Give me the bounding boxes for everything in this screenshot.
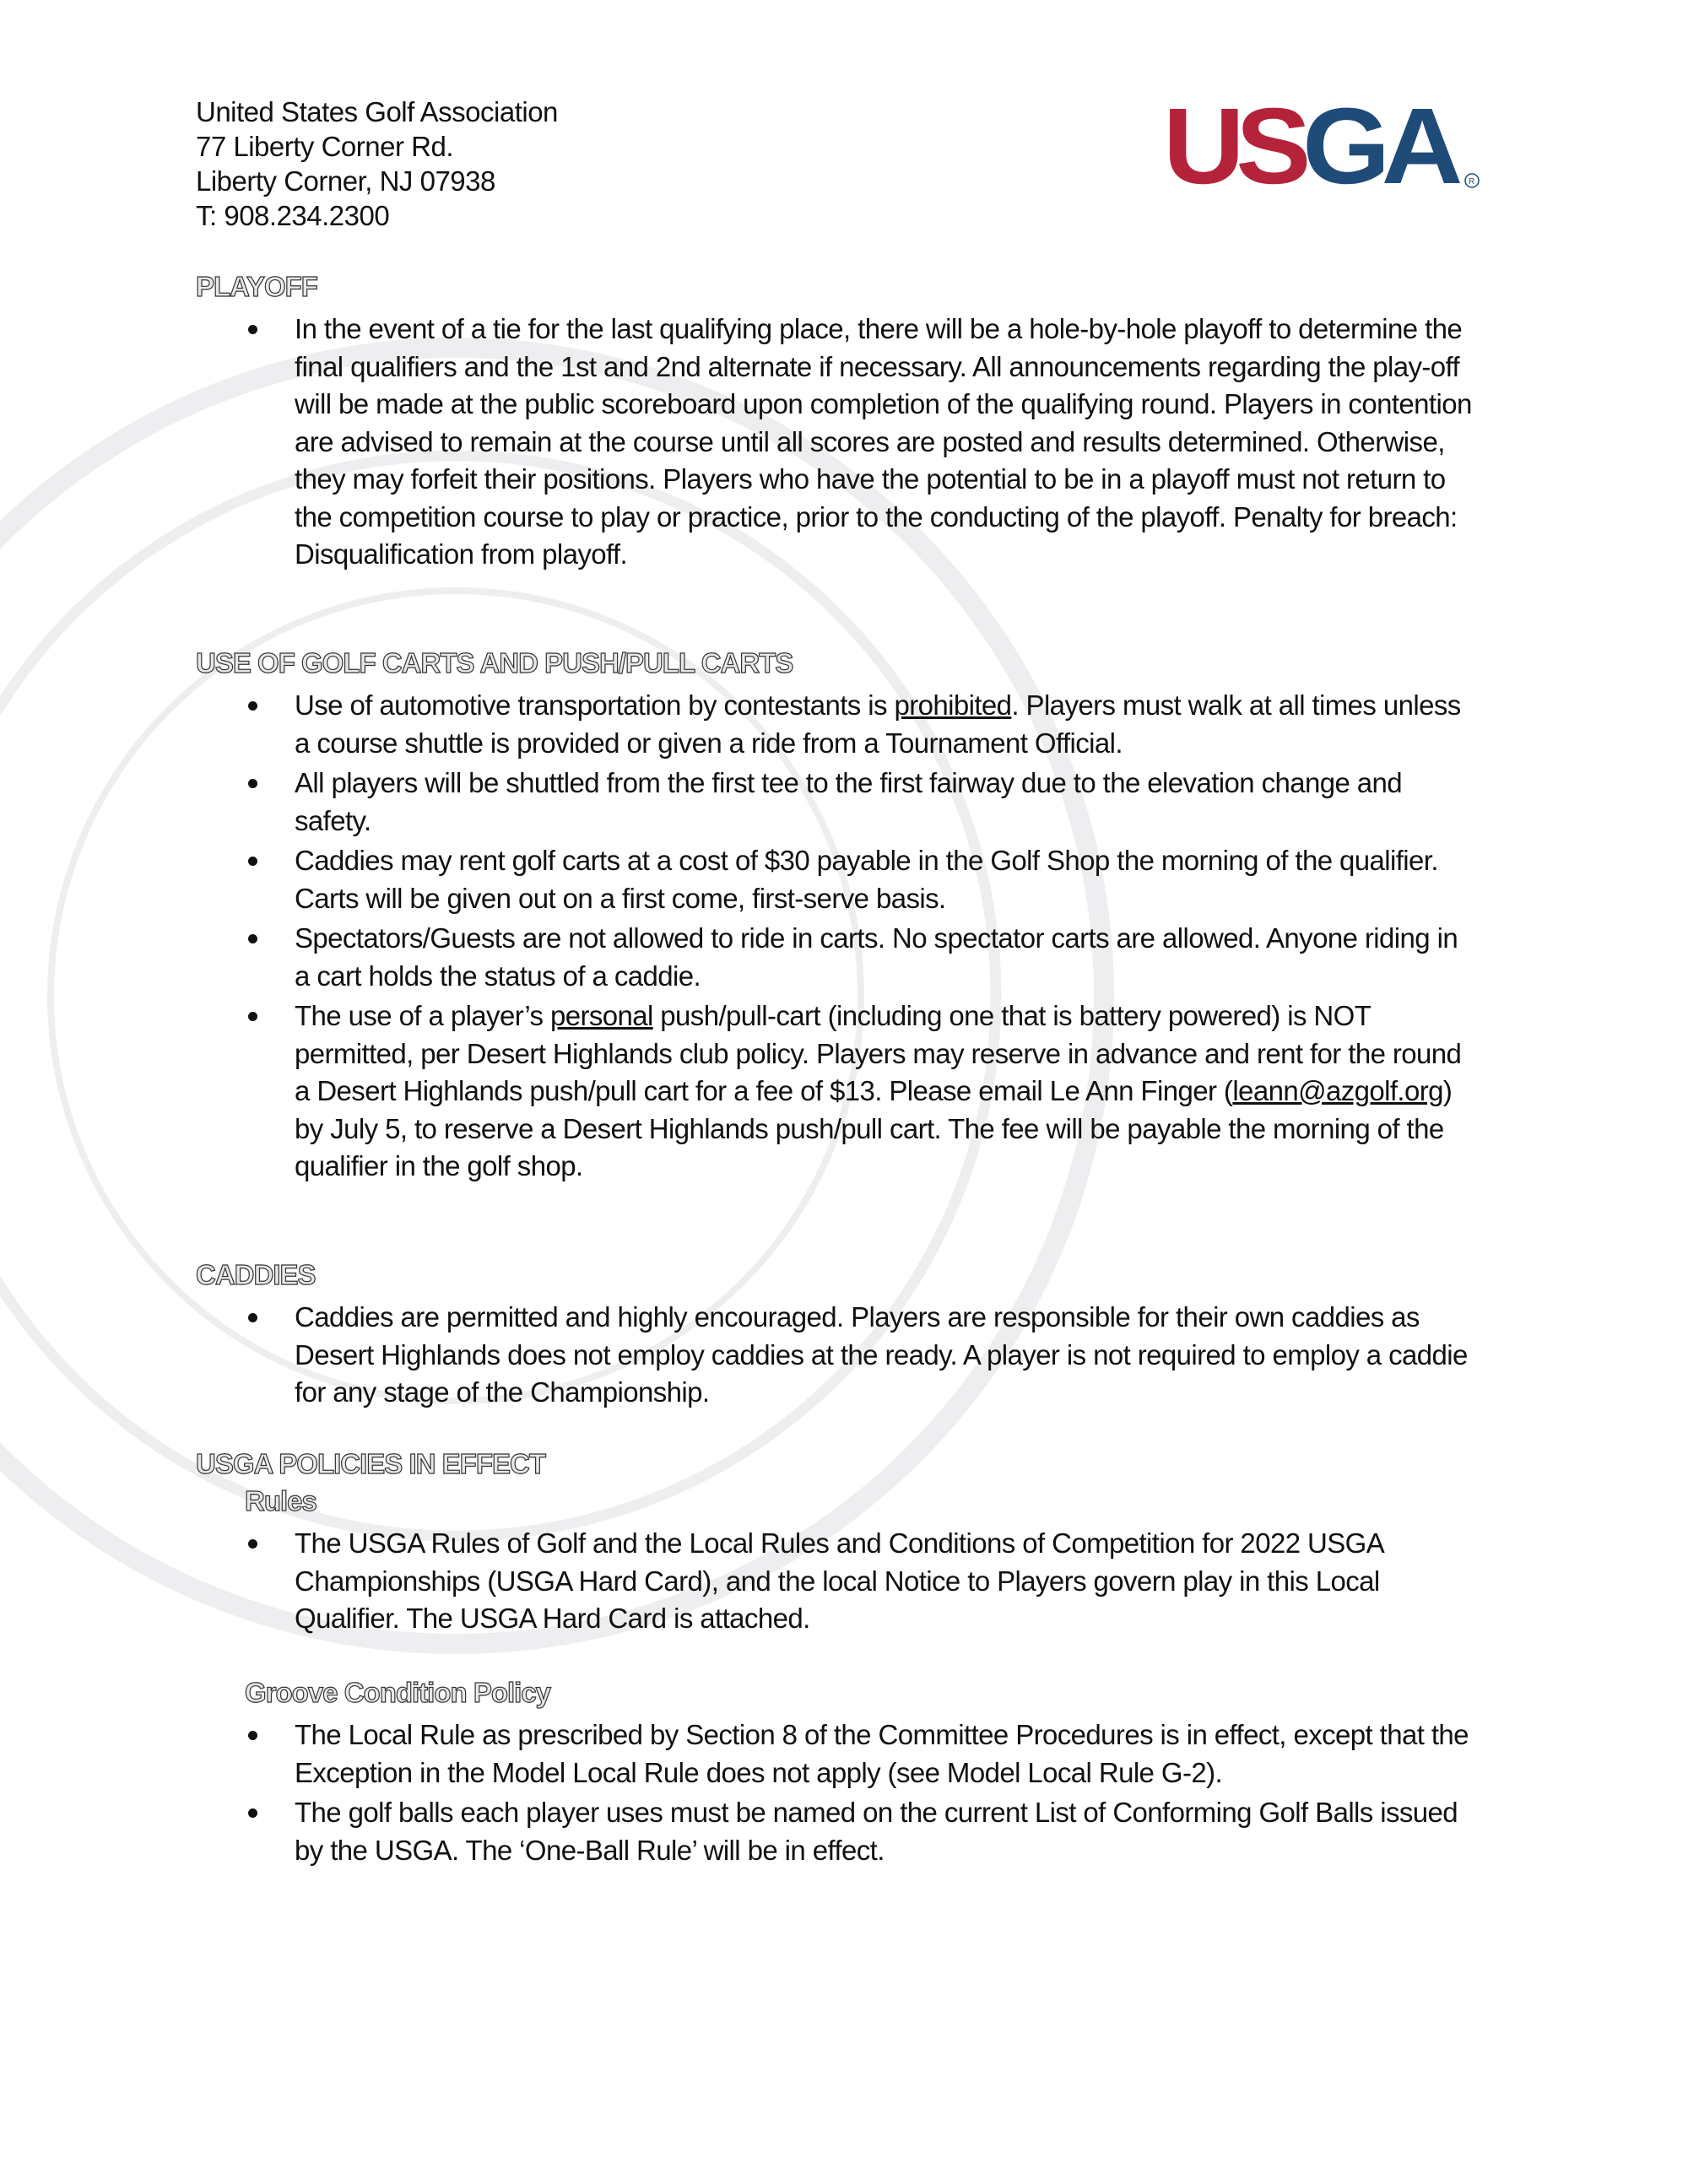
bullet-icon — [248, 701, 257, 711]
bullet-list — [196, 1716, 1479, 1869]
bullet-text: ) by July 5, to reserve a Desert Highlands push/pull cart. The fee will be payable the morning of the qualifier in the golf shop. — [295, 1075, 1453, 1181]
bullet-icon — [248, 1539, 257, 1549]
bullet-list — [196, 311, 1479, 574]
bullet-text: push/pull-cart (including one that is battery powered) is NOT permitted, per Desert Highlands club policy. Players may reserve in advance and rent for the round a Desert Highlands push/pull cart for a fee of $13. Please email Le Ann Finger ( — [295, 1000, 1462, 1106]
bullet-icon — [248, 1012, 257, 1021]
bullet-text: Use of automotive transportation by contestants is — [295, 689, 895, 721]
bullet-text: The golf balls each player uses must be named on the current List of Conforming Golf Balls issued by the USGA. The ‘One-Ball Rule’ will be in effect. — [295, 1797, 1458, 1866]
bullet-list — [196, 1525, 1479, 1638]
list-item — [196, 1299, 1479, 1412]
bullet-text: . Players must walk at all times unless a course shuttle is provided or given a ride from a Tournament Official. — [295, 689, 1461, 759]
section-playoff — [196, 268, 1479, 576]
list-item — [196, 311, 1479, 574]
svg-text:USGA: USGA — [1163, 95, 1448, 196]
bullet-icon — [248, 857, 257, 866]
bullet-text: Spectators/Guests are not allowed to ride in carts. No spectator carts are allowed. Anyone riding in a cart holds the status of a caddie. — [295, 922, 1458, 992]
underlined-text: personal — [549, 1000, 653, 1031]
bullet-list — [196, 1299, 1479, 1412]
list-item — [196, 687, 1479, 762]
bullet-text: Caddies are permitted and highly encouraged. Players are responsible for their own caddies as Desert Highlands does not employ caddies at the ready. A player is not required to employ a caddie for any stage of the Championship. — [295, 1301, 1468, 1408]
address-block — [196, 95, 558, 233]
section-heading: CADDIES — [196, 1259, 316, 1290]
section-subheading: Rules — [245, 1485, 316, 1516]
section-groove — [196, 1674, 1479, 1872]
street-address: 77 Liberty Corner Rd. — [196, 131, 453, 162]
section-heading: USGA POLICIES IN EFFECT — [196, 1448, 545, 1479]
bullet-icon — [248, 1808, 257, 1818]
bullet-icon — [248, 1731, 257, 1740]
section-policies — [196, 1446, 1479, 1641]
bullet-list — [196, 687, 1479, 1186]
bullet-icon — [248, 934, 257, 943]
list-item — [196, 1716, 1479, 1792]
organization-name: United States Golf Association — [196, 96, 558, 127]
underlined-text: prohibited — [894, 689, 1012, 721]
email-link[interactable]: leann@azgolf.org — [1232, 1075, 1443, 1106]
bullet-text: Caddies may rent golf carts at a cost of $30 payable in the Golf Shop the morning of the qualifier. Carts will be given out on a first come, first-serve basis. — [295, 845, 1438, 914]
city-state-zip: Liberty Corner, NJ 07938 — [196, 165, 495, 197]
section-carts — [196, 645, 1479, 1188]
list-item — [196, 765, 1479, 840]
usga-logo — [1163, 95, 1484, 196]
section-heading: PLAYOFF — [196, 271, 317, 302]
svg-text:R: R — [1469, 177, 1475, 187]
section-heading: USE OF GOLF CARTS AND PUSH/PULL CARTS — [196, 647, 793, 678]
bullet-icon — [248, 325, 257, 334]
list-item — [196, 1525, 1479, 1638]
list-item — [196, 997, 1479, 1186]
bullet-icon — [248, 1313, 257, 1322]
list-item — [196, 920, 1479, 995]
bullet-text: The use of a player’s — [295, 1000, 550, 1031]
phone-number: T: 908.234.2300 — [196, 200, 390, 231]
bullet-text: In the event of a tie for the last qualifying place, there will be a hole-by-hole playoff to determine the final qualifiers and the 1st and 2nd alternate if necessary. All announcements regarding the play-off will be made at the public scoreboard upon completion of the qualifying round. Players in contention are advised to remain at the course until all scores are posted and results determined. Otherwise, they may forfeit their positions. Players who have the potential to be in a playoff must not return to the competition course to play or practice, prior to the conducting of the playoff. Penalty for breach: Disqualification from playoff. — [295, 313, 1472, 570]
section-caddies — [196, 1257, 1479, 1414]
list-item — [196, 1794, 1479, 1869]
bullet-text: The USGA Rules of Golf and the Local Rules and Conditions of Competition for 2022 USGA Championships (USGA Hard Card), and the local Notice to Players govern play in this Local Qualifier. The USGA Hard Card is attached. — [295, 1527, 1383, 1634]
section-subheading: Groove Condition Policy — [245, 1677, 551, 1708]
list-item — [196, 842, 1479, 917]
bullet-icon — [248, 779, 257, 788]
bullet-text: The Local Rule as prescribed by Section 8 of the Committee Procedures is in effect, except that the Exception in the Model Local Rule does not apply (see Model Local Rule G-2). — [295, 1719, 1469, 1788]
bullet-text: All players will be shuttled from the first tee to the first fairway due to the elevation change and safety. — [295, 767, 1403, 836]
